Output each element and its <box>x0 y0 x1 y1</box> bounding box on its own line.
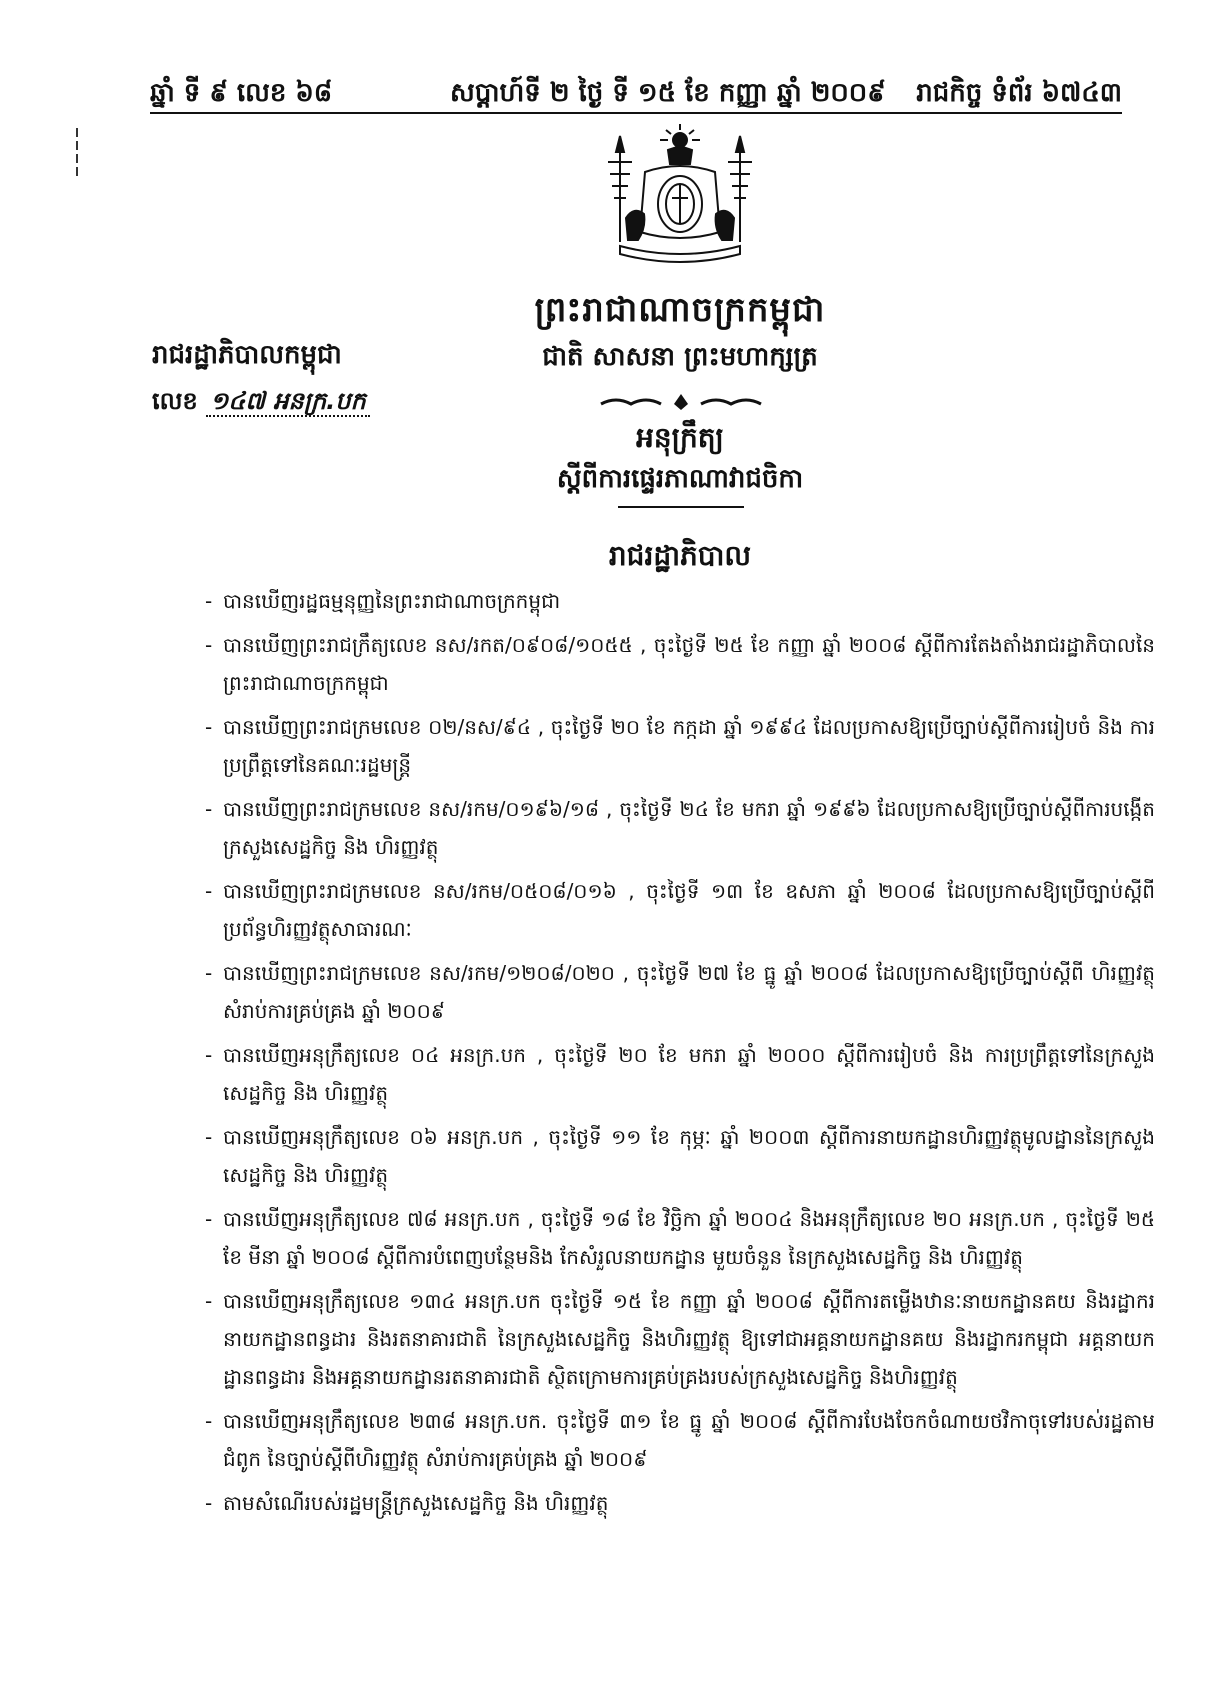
recital-text: បានឃើញរដ្ឋធម្មនុញ្ញនៃព្រះរាជាណាចក្រកម្ពុជា <box>223 589 561 613</box>
subject-underline <box>618 506 744 508</box>
scan-marks <box>76 128 80 188</box>
recital-item <box>205 790 1155 866</box>
recital-dash: - <box>205 589 213 613</box>
recital-dash: - <box>205 797 213 821</box>
recital-item <box>205 626 1155 702</box>
gazette-date: សប្ដាហ៍ទី ២ ថ្ងៃ ទី ១៥ ខែ កញ្ញា ឆ្នាំ ២០០៩ <box>450 78 886 108</box>
recital-item <box>205 1402 1155 1478</box>
recital-item <box>205 1036 1155 1112</box>
recital-item <box>205 872 1155 948</box>
recital-dash: - <box>205 1207 213 1231</box>
gazette-page-number: រាជកិច្ច ទំព័រ ៦៧៤៣ <box>916 78 1122 108</box>
recital-dash: - <box>205 633 213 657</box>
recital-text: បានឃើញអនុក្រឹត្យលេខ ១៣៤ អនក្រ.បក ចុះថ្ងៃទី ១៥ ខែ កញ្ញា ឆ្នាំ ២០០៨ ស្ដីពីការតម្លើងឋានៈនាយកដ្ឋានគយ និងរដ្ឋាករ នាយកដ្ឋានពន្ធដារ និងរតនាគារជាតិ នៃក្រសួងសេដ្ឋកិច្ច និងហិរញ្ញវត្ថុ ឱ្យទៅជាអគ្គនាយកដ្ឋានគយ និងរដ្ឋាករកម្ពុជា អគ្គនាយកដ្ឋានពន្ធដារ និងអគ្គនាយកដ្ឋានរតនាគារជាតិ ស្ថិតក្រោមការគ្រប់គ្រងរបស់ក្រសួងសេដ្ឋកិច្ច និងហិរញ្ញវត្ថុ <box>223 1289 1156 1389</box>
recital-dash: - <box>205 1289 213 1313</box>
kingdom-name: ព្រះរាជាណាចក្រកម្ពុជា <box>534 290 826 330</box>
document-number-label: លេខ <box>152 387 198 415</box>
recital-text: បានឃើញអនុក្រឹត្យលេខ ២៣៨ អនក្រ.បក. ចុះថ្ងៃទី ៣១ ខែ ធ្នូ ឆ្នាំ ២០០៨ ស្ដីពីការបែងចែកចំណាយថវិកាចុទៅរបស់រដ្ឋតាមជំពូក នៃច្បាប់ស្ដីពីហិរញ្ញវត្ថុ សំរាប់ការគ្រប់គ្រង ឆ្នាំ ២០០៩ <box>223 1409 1155 1471</box>
recital-dash: - <box>205 1409 213 1433</box>
national-motto: ជាតិ សាសនា ព្រះមហាក្សត្រ <box>542 342 818 372</box>
recitals-list <box>205 582 1155 1528</box>
recital-text: បានឃើញអនុក្រឹត្យលេខ ៧៨ អនក្រ.បក , ចុះថ្ងៃទី ១៨ ខែ វិច្ឆិកា ឆ្នាំ ២០០៤ និងអនុក្រឹត្យលេខ ២០ អនក្រ.បក , ចុះថ្ងៃទី ២៥ ខែ មីនា ឆ្នាំ ២០០៨ ស្ដីពីការបំពេញបន្ថែមនិង កែសំរួលនាយកដ្ឋាន មួយចំនួន នៃក្រសួងសេដ្ឋកិច្ច និង ហិរញ្ញវត្ថុ <box>223 1207 1155 1269</box>
recital-dash: - <box>205 961 213 985</box>
recital-item <box>205 1282 1155 1396</box>
issuer-block <box>152 338 370 421</box>
recital-text: បានឃើញព្រះរាជក្រមលេខ ០២/នស/៩៤ , ចុះថ្ងៃទី ២០ ខែ កក្កដា ឆ្នាំ ១៩៩៤ ដែលប្រកាសឱ្យប្រើច្បាប់ស្ដីពីការរៀបចំ និង ការប្រព្រឹត្តទៅនៃគណៈរដ្ឋមន្ត្រី <box>223 715 1155 777</box>
recital-item <box>205 1118 1155 1194</box>
issuer-name: រាជរដ្ឋាភិបាលកម្ពុជា <box>152 340 342 370</box>
recital-text: បានឃើញព្រះរាជក្រឹត្យលេខ នស/រកត/០៩០៨/១០៥៥ , ចុះថ្ងៃទី ២៥ ខែ កញ្ញា ឆ្នាំ ២០០៨ ស្ដីពីការតែងតាំងរាជរដ្ឋាភិបាលនៃព្រះរាជាណាចក្រកម្ពុជា <box>223 633 1155 695</box>
document-subject: ស្ដីពីការផ្ទេរភាណាវាជចិកា <box>556 464 804 494</box>
recital-text: បានឃើញអនុក្រឹត្យលេខ ០៦ អនក្រ.បក , ចុះថ្ងៃទី ១១ ខែ កុម្ភៈ ឆ្នាំ ២០០៣ ស្ដីពីការនាយកដ្ឋានហិរញ្ញវត្ថុមូលដ្ឋាននៃក្រសួងសេដ្ឋកិច្ច និង ហិរញ្ញវត្ថុ <box>223 1125 1155 1187</box>
document-number <box>152 386 370 421</box>
recital-item <box>205 1484 1155 1522</box>
recital-text: បានឃើញព្រះរាជក្រមលេខ នស/រកម/១២០៨/០២០ , ចុះថ្ងៃទី ២៧ ខែ ធ្នូ ឆ្នាំ ២០០៨ ដែលប្រកាសឱ្យប្រើច្បាប់ស្ដីពី ហិរញ្ញវត្ថុសំរាប់ការគ្រប់គ្រង ឆ្នាំ ២០០៩ <box>223 961 1155 1023</box>
document-number-value: ១៤៧ អនក្រ.បក <box>206 387 370 417</box>
running-header <box>150 72 1122 114</box>
recital-text: បានឃើញព្រះរាជក្រមលេខ នស/រកម/០៥០៨/០១៦ , ចុះថ្ងៃទី ១៣ ខែ ឧសភា ឆ្នាំ ២០០៨ ដែលប្រកាសឱ្យប្រើច្បាប់ស្ដីពីប្រព័ន្ធហិរញ្ញវត្ថុសាធារណៈ <box>223 879 1155 941</box>
recital-text: បានឃើញអនុក្រឹត្យលេខ ០៤ អនក្រ.បក , ចុះថ្ងៃទី ២០ ខែ មករា ឆ្នាំ ២០០០ ស្ដីពីការរៀបចំ និង ការប្រព្រឹត្តទៅនៃក្រសួងសេដ្ឋកិច្ច និង ហិរញ្ញវត្ថុ <box>223 1043 1155 1105</box>
authority-heading: រាជរដ្ឋាភិបាល <box>608 539 752 572</box>
document-type: អនុក្រឹត្យ <box>636 421 724 454</box>
gazette-issue: ឆ្នាំ ទី ៩ លេខ ៦៨ <box>150 78 333 108</box>
ornament-divider-icon <box>596 392 766 412</box>
recital-text: តាមសំណើរបស់រដ្ឋមន្ត្រីក្រសួងសេដ្ឋកិច្ច និង ហិរញ្ញវត្ថុ <box>223 1491 609 1515</box>
recital-dash: - <box>205 715 213 739</box>
royal-coat-of-arms-icon <box>590 122 770 272</box>
recital-item <box>205 582 1155 620</box>
recital-item <box>205 708 1155 784</box>
recital-dash: - <box>205 879 213 903</box>
recital-dash: - <box>205 1491 213 1515</box>
recital-dash: - <box>205 1125 213 1149</box>
recital-dash: - <box>205 1043 213 1067</box>
recital-text: បានឃើញព្រះរាជក្រមលេខ នស/រកម/០១៩៦/១៨ , ចុះថ្ងៃទី ២៤ ខែ មករា ឆ្នាំ ១៩៩៦ ដែលប្រកាសឱ្យប្រើច្បាប់ស្ដីពីការបង្កើតក្រសួងសេដ្ឋកិច្ច និង ហិរញ្ញវត្ថុ <box>223 797 1155 859</box>
recital-item <box>205 1200 1155 1276</box>
recital-item <box>205 954 1155 1030</box>
